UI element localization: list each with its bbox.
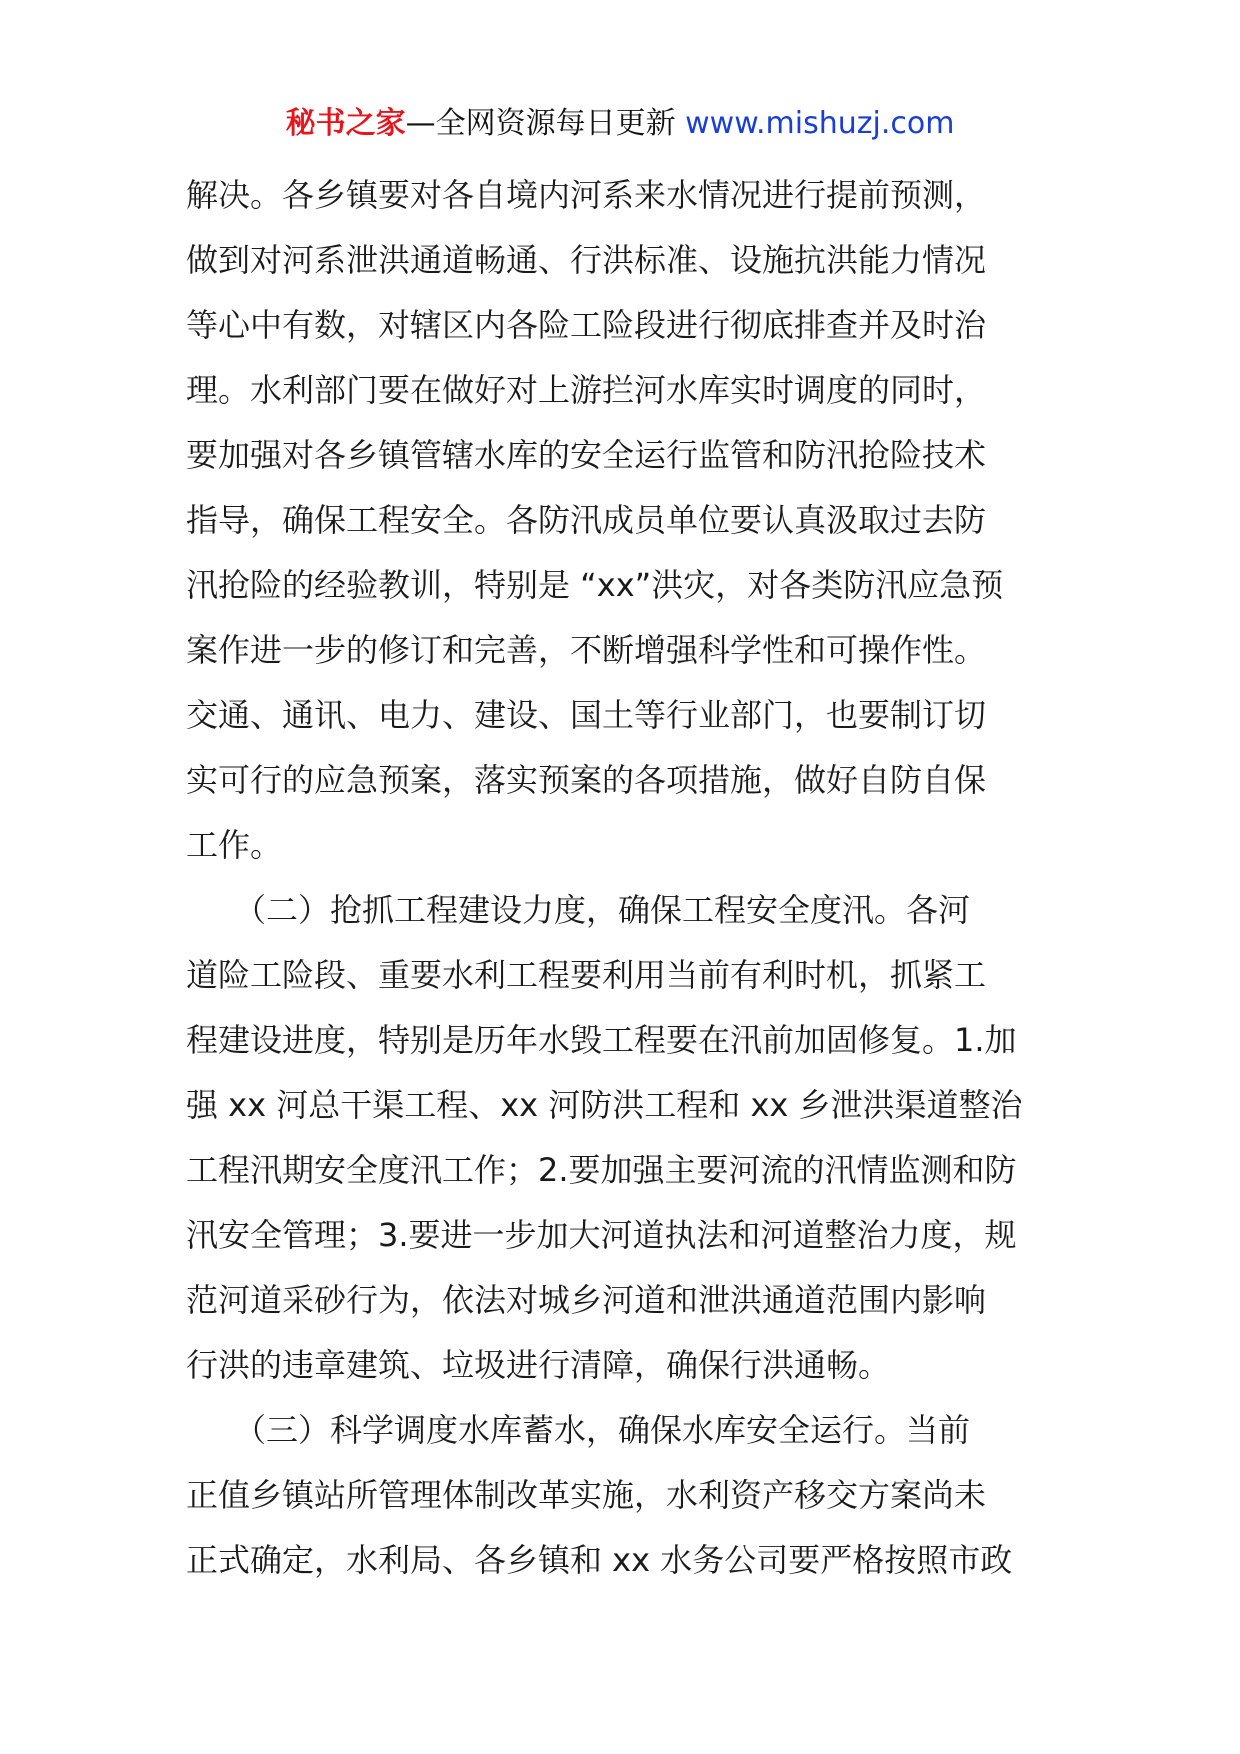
text-line: 交通、通讯、电力、建设、国土等行业部门，也要制订切 <box>186 696 987 734</box>
text-line: 正式确定，水利局、各乡镇和 xx 水务公司要严格按照市政 <box>186 1541 1013 1579</box>
text-line: 做到对河系泄洪通道畅通、行洪标准、设施抗洪能力情况 <box>186 241 987 279</box>
text-line: 强 xx 河总干渠工程、xx 河防洪工程和 xx 乡泄洪渠道整治 <box>186 1086 1023 1124</box>
site-url-link[interactable]: www.mishuzj.com <box>685 106 955 141</box>
text-line: 要加强对各乡镇管辖水库的安全运行监管和防汛抢险技术 <box>186 436 987 474</box>
text-line: 理。水利部门要在做好对上游拦河水库实时调度的同时， <box>186 371 987 409</box>
text-line: 正值乡镇站所管理体制改革实施，水利资产移交方案尚未 <box>186 1476 987 1514</box>
text-line: （二）抢抓工程建设力度，确保工程安全度汛。各河 <box>186 891 971 929</box>
text-line: 实可行的应急预案，落实预案的各项措施，做好自防自保 <box>186 761 987 799</box>
text-line: 汛安全管理；3.要进一步加大河道执法和河道整治力度，规 <box>186 1216 1017 1254</box>
text-line: 工程汛期安全度汛工作；2.要加强主要河流的汛情监测和防 <box>186 1151 1017 1189</box>
text-line: 行洪的违章建筑、垃圾进行清障，确保行洪通畅。 <box>186 1346 891 1384</box>
text-line: 解决。各乡镇要对各自境内河系来水情况进行提前预测， <box>186 176 987 214</box>
text-line: 等心中有数，对辖区内各险工险段进行彻底排查并及时治 <box>186 306 987 344</box>
text-line: 汛抢险的经验教训，特别是 “xx”洪灾，对各类防汛应急预 <box>186 566 1004 604</box>
text-line: 案作进一步的修订和完善，不断增强科学性和可操作性。 <box>186 631 987 669</box>
page-header <box>0 102 1240 146</box>
text-line: 程建设进度，特别是历年水毁工程要在汛前加固修复。1.加 <box>186 1021 1017 1059</box>
site-brand: 秘书之家 <box>285 106 406 141</box>
text-line: 指导，确保工程安全。各防汛成员单位要认真汲取过去防 <box>186 501 987 539</box>
text-line: 道险工险段、重要水利工程要利用当前有利时机，抓紧工 <box>186 956 987 994</box>
text-line: 工作。 <box>186 826 283 864</box>
text-line: 范河道采砂行为，依法对城乡河道和泄洪通道范围内影响 <box>186 1281 987 1319</box>
text-line: （三）科学调度水库蓄水，确保水库安全运行。当前 <box>186 1411 971 1449</box>
site-slogan: —全网资源每日更新 <box>405 106 676 141</box>
document-body <box>186 163 1056 1593</box>
